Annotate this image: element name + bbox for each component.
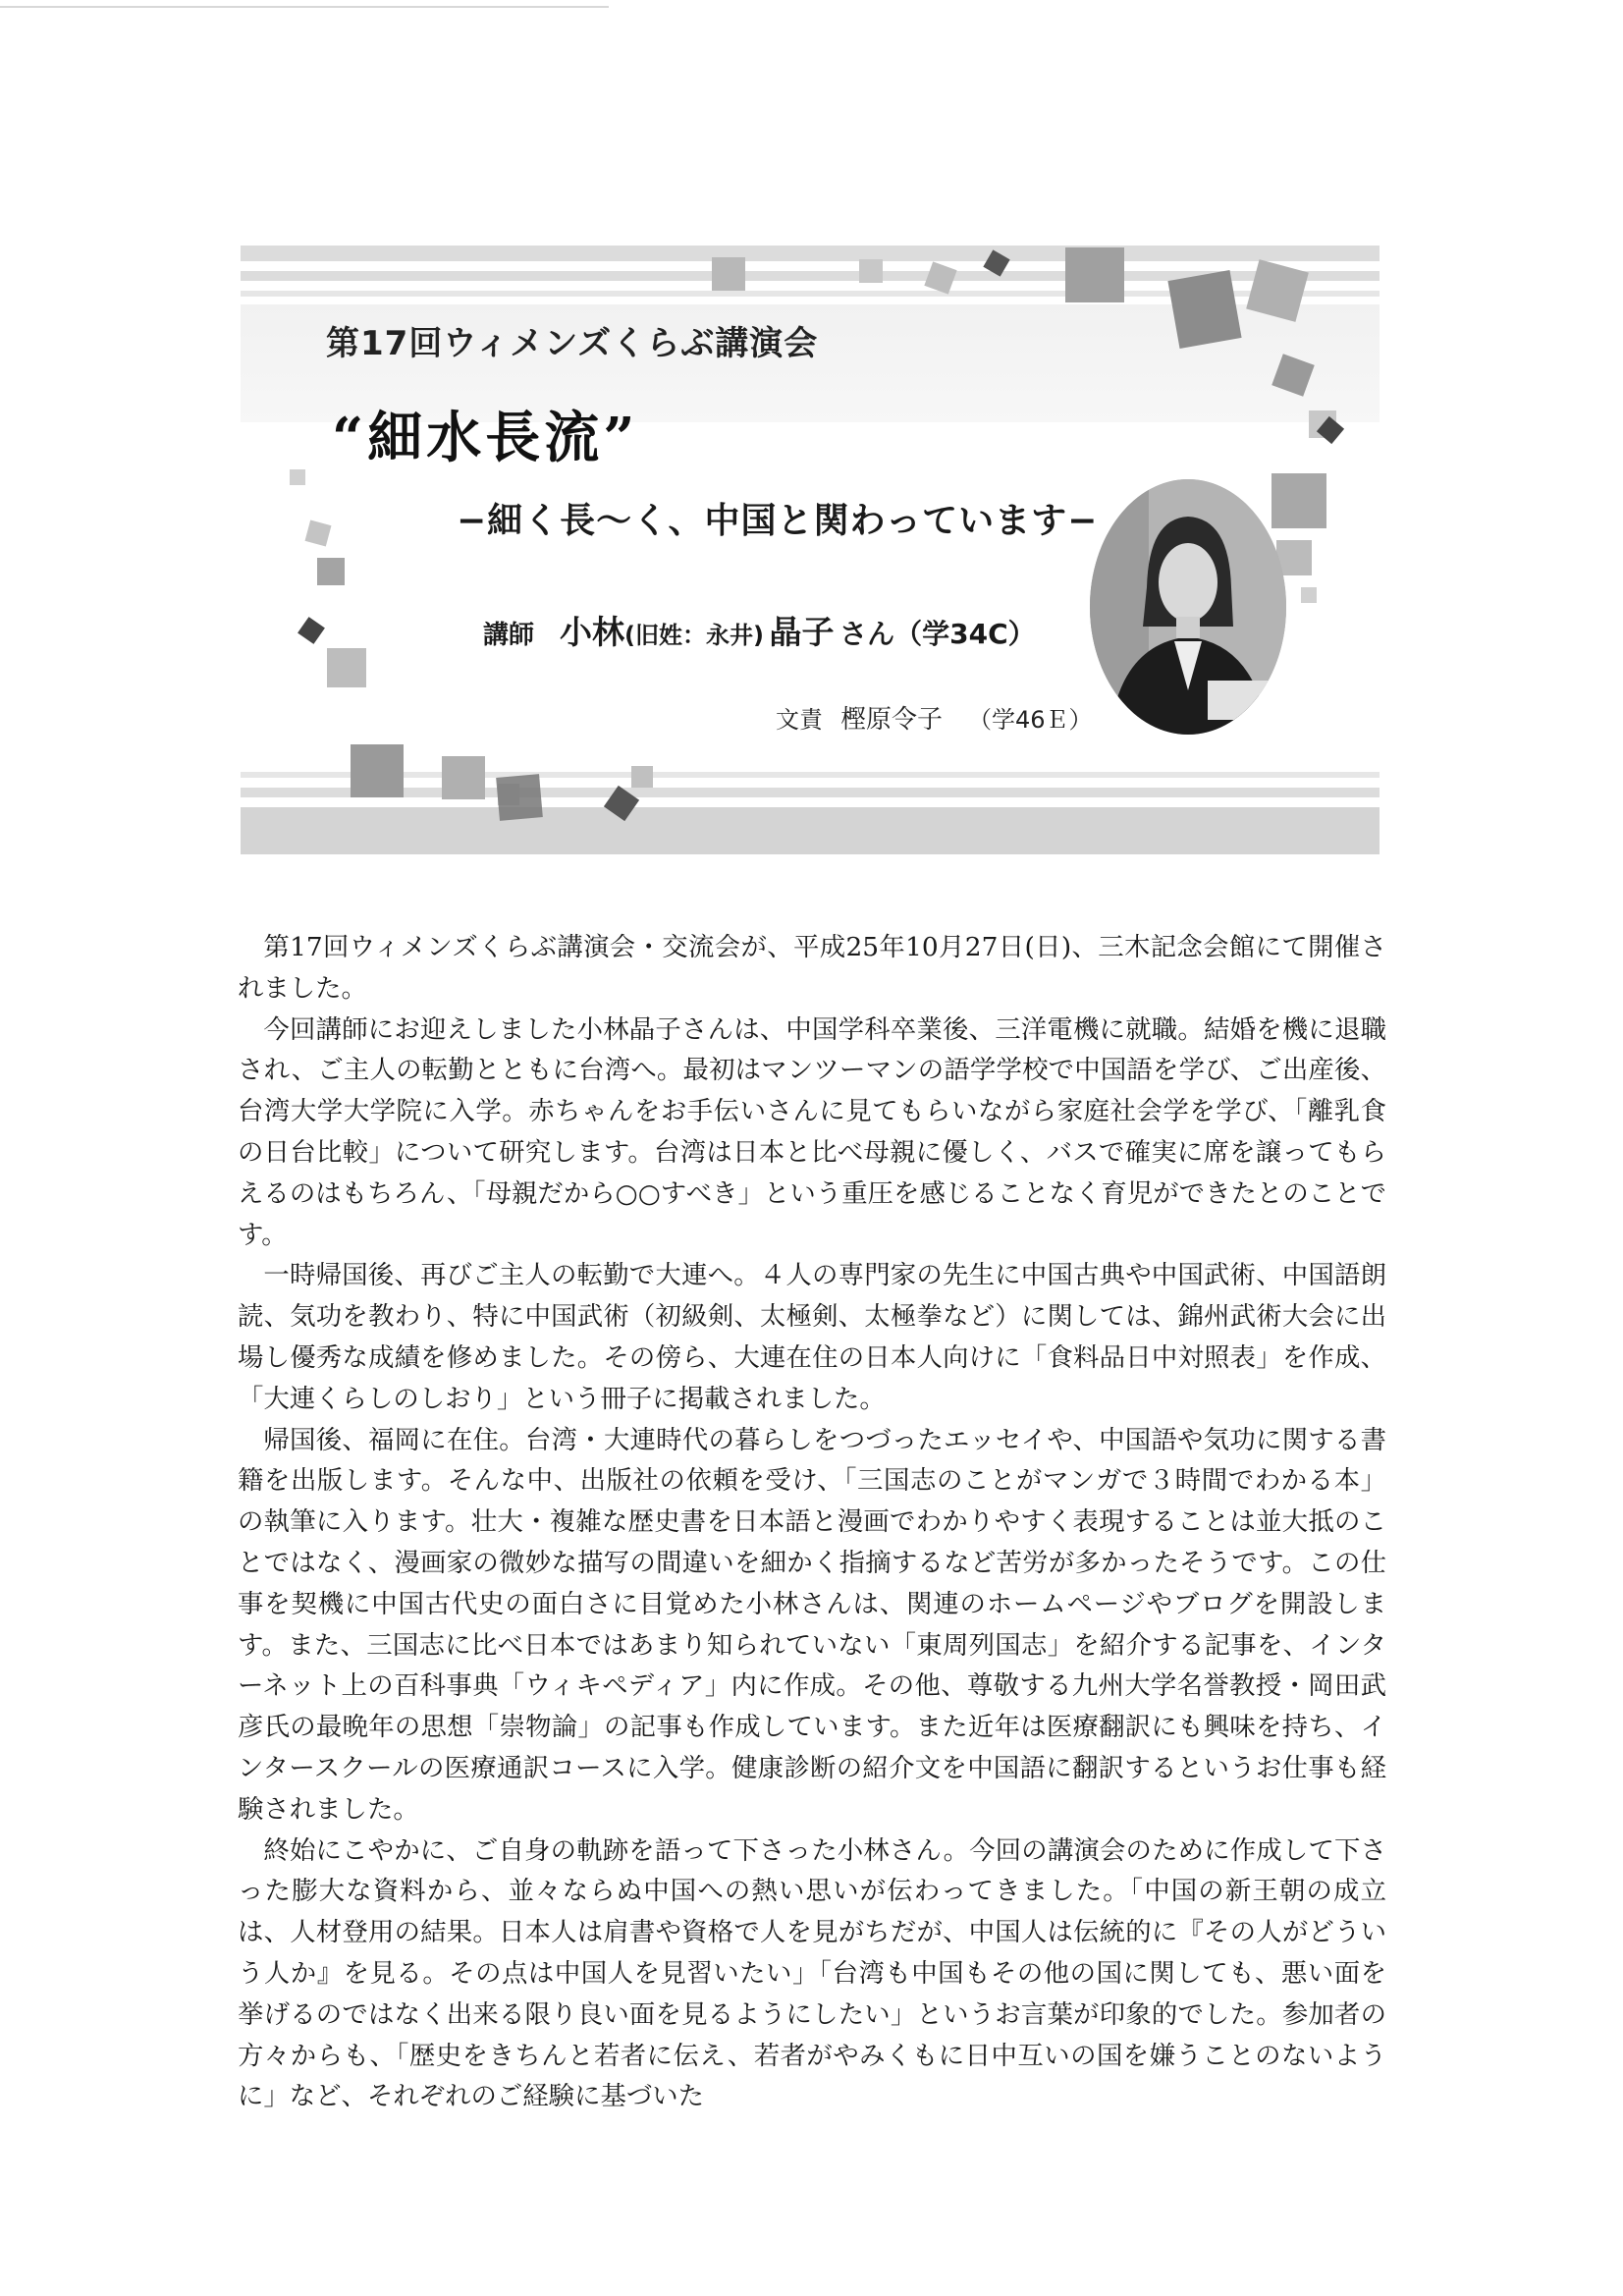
decor-square: [712, 257, 745, 291]
banner-stripe: [241, 807, 1380, 854]
subtitle: −細く長〜く、中国と関わっています−: [457, 501, 1099, 541]
banner-stripe: [241, 246, 1380, 261]
article-body: [238, 927, 1386, 2117]
banner-stripe: [241, 772, 1380, 778]
body-paragraph: 終始にこやかに、ご自身の軌跡を語って下さった小林さん。今回の講演会のために作成して下さった膨大な資料から、並々ならぬ中国への熱い思いが伝わってきました。「中国の新王朝の成立は、人材登用の結果。日本人は肩書や資格で人を見がちだが、中国人は伝統的に『その人がどういう人か』を見る。その点は中国人を見習いたい」「台湾も中国もその他の国に関しても、悪い面を挙げるのではなく出来る限り良い面を見るようにしたい」というお言葉が印象的でした。参加者の方々からも、「歴史をきちんと若者に伝え、若者がやみくもに日中互いの国を嫌うことのないように」など、それぞれのご経験に基づいた: [238, 1834, 1386, 2112]
decor-square: [631, 766, 653, 788]
decor-square: [305, 520, 332, 547]
lecturer-portrait-photo: [1090, 479, 1286, 735]
lecturer-given-name: 晶子: [769, 613, 835, 651]
decor-square: [351, 744, 404, 797]
decor-square: [924, 261, 956, 294]
decor-square: [290, 469, 305, 485]
body-paragraph: 一時帰国後、再びご主人の転勤で大連へ。４人の専門家の先生に中国古典や中国武術、中国語朗読、気功を教わり、特に中国武術（初級剣、太極剣、太極拳など）に関しては、錦州武術大会に出場し優秀な成績を修めました。その傍ら、大連在住の日本人向けに「食料品日中対照表」を作成、「大連くらしのしおり」という冊子に掲載されました。: [238, 1260, 1386, 1414]
lecturer-suffix: さん（学34C）: [839, 618, 1036, 650]
event-title: 第17回ウィメンズくらぶ講演会: [326, 324, 819, 363]
author-class: （学46Ｅ）: [968, 706, 1093, 734]
author-label: 文責: [776, 706, 823, 734]
decor-square: [298, 617, 325, 644]
body-paragraph: 第17回ウィメンズくらぶ講演会・交流会が、平成25年10月27日(日)、三木記念会館にて開催されました。: [238, 932, 1386, 1004]
decor-square: [496, 774, 543, 821]
author-name: 樫原令子: [840, 705, 944, 735]
decor-square: [859, 259, 883, 283]
decor-square: [317, 558, 345, 585]
lecturer-line: [483, 607, 1036, 653]
lecturer-former-name: (旧姓：永井): [624, 622, 764, 649]
decor-square: [442, 756, 485, 799]
decor-square: [327, 648, 366, 687]
body-paragraph: 帰国後、福岡に在住。台湾・大連時代の暮らしをつづったエッセイや、中国語や気功に関する書籍を出版します。そんな中、出版社の依頼を受け、「三国志のことがマンガで３時間でわかる本」の執筆に入ります。壮大・複雑な歴史書を日本語と漫画でわかりやすく表現することは並大抵のことではなく、漫画家の微妙な描写の間違いを細かく指摘するなど苦労が多かったそうです。この仕事を契機に中国古代史の面白さに目覚めた小林さんは、関連のホームページやブログを開設します。また、三国志に比べ日本ではあまり知られていない「東周列国志」を紹介する記事を、インターネット上の百科事典「ウィキペディア」内に作成。その他、尊敬する九州大学名誉教授・岡田武彦氏の最晩年の思想「崇物論」の記事も作成しています。また近年は医療翻訳にも興味を持ち、インタースクールの医療通訳コースに入学。健康診断の紹介文を中国語に翻訳するというお仕事も経験されました。: [238, 1424, 1386, 1825]
portrait-illustration: [1090, 479, 1286, 735]
decor-square: [1301, 587, 1317, 603]
author-line: [776, 699, 1093, 736]
decor-square: [1271, 473, 1326, 528]
main-title: “細水長流”: [332, 406, 639, 470]
lecturer-surname: 小林: [560, 613, 625, 651]
banner-stripe: [241, 788, 1380, 797]
decor-square: [1167, 270, 1241, 349]
scan-artifact-line: [0, 6, 609, 8]
decor-square: [1065, 247, 1124, 302]
body-paragraph: 今回講師にお迎えしました小林晶子さんは、中国学科卒業後、三洋電機に就職。結婚を機に退職され、ご主人の転勤とともに台湾へ。最初はマンツーマンの語学学校で中国語を学び、ご出産後、台湾大学大学院に入学。赤ちゃんをお手伝いさんに見てもらいながら家庭社会学を学び、「離乳食の日台比較」について研究します。台湾は日本と比べ母親に優しく、バスで確実に席を譲ってもらえるのはもちろん、「母親だから○○すべき」という重圧を感じることなく育児ができたとのことです。: [238, 1013, 1386, 1250]
lecturer-label: 講師: [483, 621, 535, 650]
